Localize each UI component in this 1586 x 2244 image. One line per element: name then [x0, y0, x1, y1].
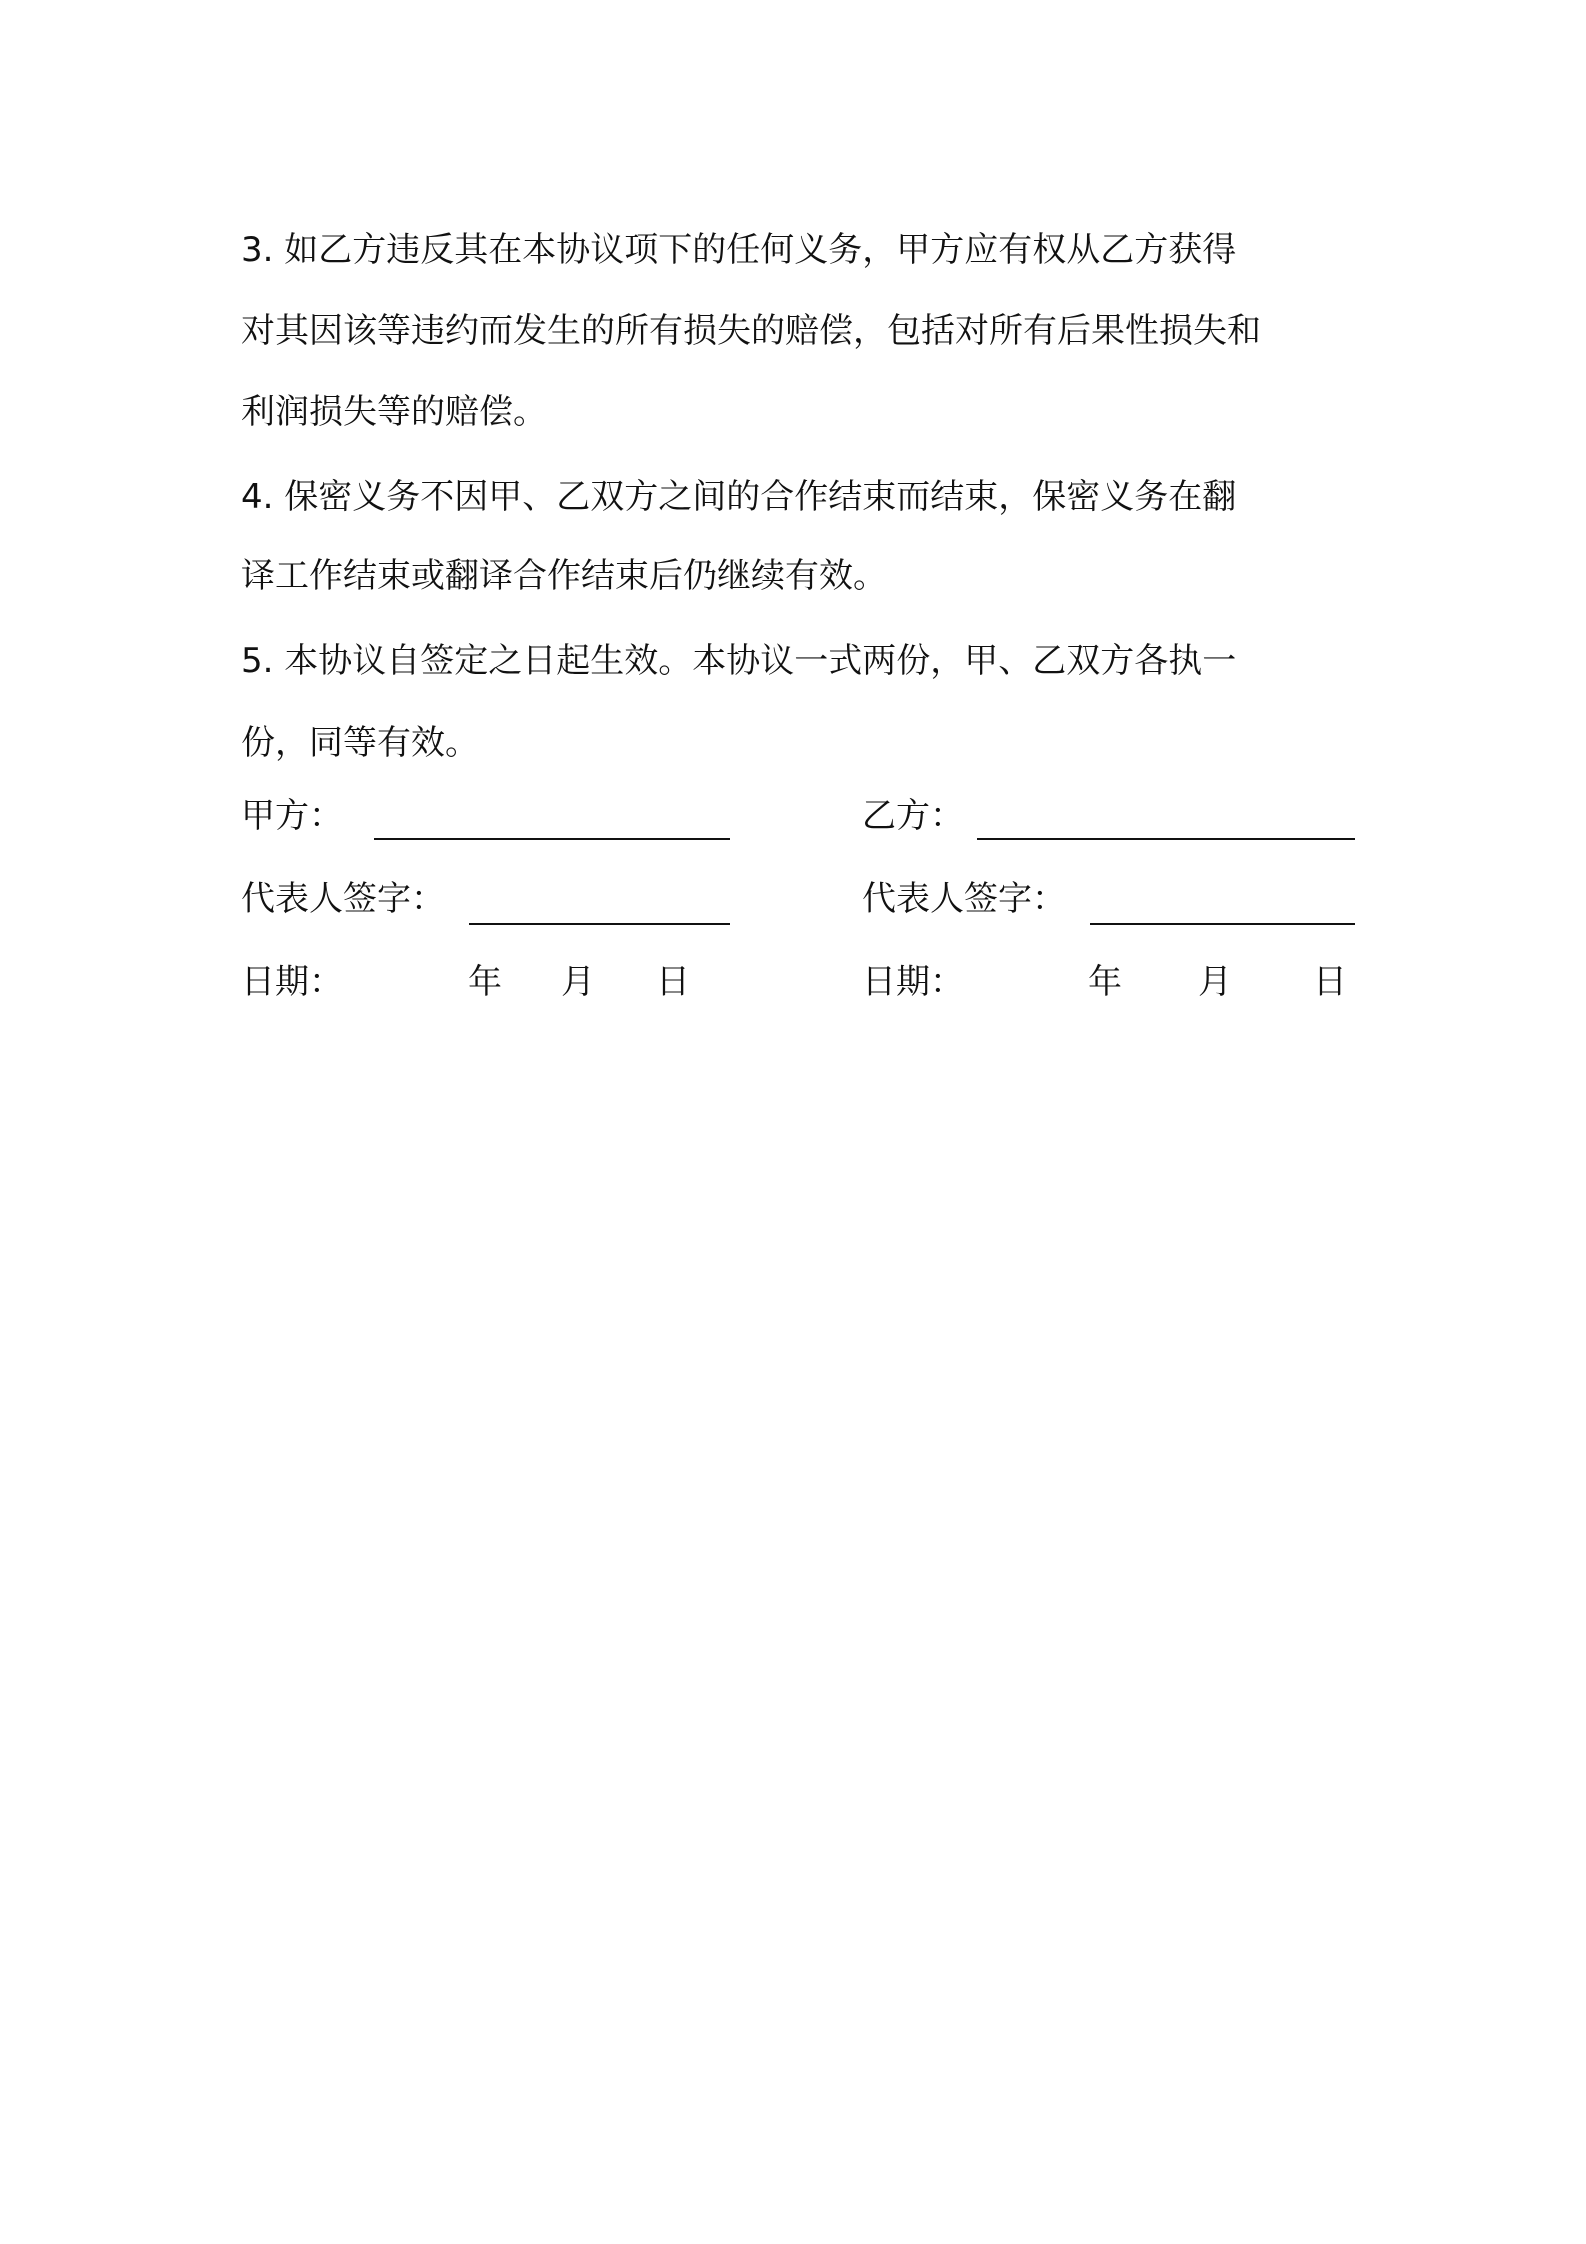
- party-a-date-label: 日期：: [241, 962, 343, 1002]
- party-b-date-day: 日: [1313, 962, 1347, 1002]
- party-a-rep-label: 代表人签字：: [241, 879, 445, 919]
- clause-4: [241, 458, 1351, 616]
- party-b-label: 乙方：: [862, 796, 964, 836]
- party-b-rep-signature-line[interactable]: [1090, 923, 1355, 925]
- clause-3-line-2: 对其因该等违约而发生的所有损失的赔偿，包括对所有后果性损失和: [241, 311, 1261, 351]
- party-a-date-day: 日: [656, 962, 690, 1002]
- clause-3: [241, 210, 1351, 453]
- party-a-rep-signature-line[interactable]: [469, 923, 730, 925]
- clause-3-line-1: 3. 如乙方违反其在本协议项下的任何义务，甲方应有权从乙方获得: [241, 230, 1237, 270]
- party-b-date-label: 日期：: [862, 962, 964, 1002]
- clause-4-line-1: 4. 保密义务不因甲、乙双方之间的合作结束而结束，保密义务在翻: [241, 477, 1237, 517]
- party-b-signature-line[interactable]: [977, 838, 1355, 840]
- party-a-signature-line[interactable]: [374, 838, 730, 840]
- party-a-date-month: 月: [561, 962, 595, 1002]
- clause-3-line-3: 利润损失等的赔偿。: [241, 392, 547, 432]
- party-b-date-month: 月: [1198, 962, 1232, 1002]
- party-b-date-year: 年: [1088, 962, 1122, 1002]
- clause-5-line-2: 份，同等有效。: [241, 723, 479, 763]
- clause-5: [241, 620, 1351, 784]
- clause-5-line-1: 5. 本协议自签定之日起生效。本协议一式两份，甲、乙双方各执一: [241, 641, 1237, 681]
- party-a-label: 甲方：: [241, 796, 343, 836]
- clause-4-line-2: 译工作结束或翻译合作结束后仍继续有效。: [241, 556, 887, 596]
- party-a-date-year: 年: [468, 962, 502, 1002]
- party-b-rep-label: 代表人签字：: [862, 879, 1066, 919]
